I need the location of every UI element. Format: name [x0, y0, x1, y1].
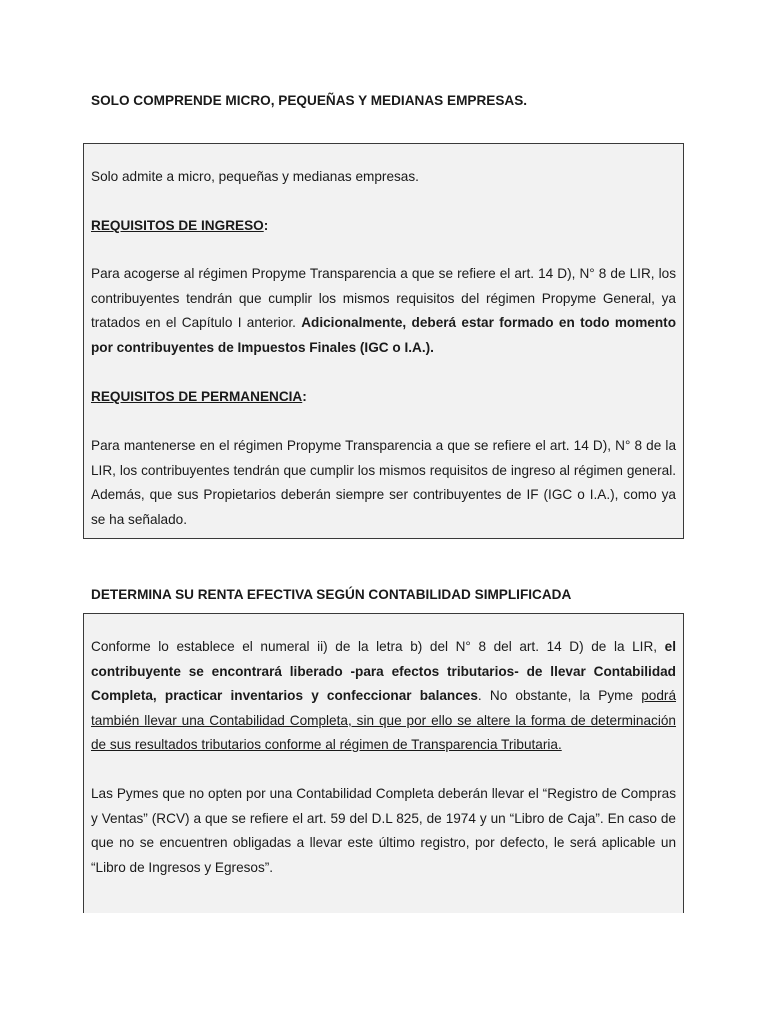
requisitos-ingreso-paragraph	[91, 262, 676, 360]
requisitos-permanencia-heading	[91, 385, 676, 410]
requisitos-ingreso-title: REQUISITOS DE INGRESO	[91, 218, 264, 233]
intro-paragraph: Solo admite a micro, pequeñas y medianas empresas.	[91, 169, 419, 184]
section-heading-renta-efectiva: DETERMINA SU RENTA EFECTIVA SEGÚN CONTABILIDAD SIMPLIFICADA	[91, 587, 572, 602]
contabilidad-paragraph	[91, 635, 676, 758]
requisitos-permanencia-paragraph: Para mantenerse en el régimen Propyme Transparencia a que se refiere el art. 14 D), N° 8 de la LIR, los contribuyentes tendrán que cumplir los mismos requisitos de ingreso al régimen general. Además, que sus Propietarios deberán siempre ser contribuyentes de IF (IGC o I.A.), como ya se ha señalado.	[91, 438, 676, 527]
registro-paragraph: Las Pymes que no opten por una Contabilidad Completa deberán llevar el “Registro de Compras y Ventas” (RCV) a que se refiere el art. 59 del D.L 825, de 1974 y un “Libro de Caja”. En caso de que no se encuentren obligadas a llevar este último registro, por defecto, le será aplicable un “Libro de Ingresos y Egresos”.	[91, 786, 676, 875]
requisitos-permanencia-title: REQUISITOS DE PERMANENCIA	[91, 389, 303, 404]
contabilidad-text-a: Conforme lo establece el numeral ii) de la letra b) del N° 8 del art. 14 D) de la LIR,	[91, 639, 665, 654]
contabilidad-bold-text: el contribuyente se encontrará liberado -para efectos tributarios- de llevar Contabilidad Completa, practicar inventarios y confeccionar balances	[91, 639, 676, 703]
section2-box	[83, 613, 684, 913]
requisitos-ingreso-text: Para acogerse al régimen Propyme Transparencia a que se refiere el art. 14 D), N° 8 de LIR, los contribuyentes tendrán que cumplir los mismos requisitos del régimen Propyme General, ya tratados en el Capítulo I anterior.	[91, 266, 676, 330]
requisitos-permanencia-colon: :	[302, 389, 307, 404]
contabilidad-text-c: . No obstante, la Pyme	[477, 688, 642, 703]
section1-box	[83, 143, 684, 539]
contabilidad-underlined-text: podrá también llevar una Contabilidad Completa, sin que por ello se altere la forma de determinación de sus resultados tributarios conforme al régimen de Transparencia Tributaria.	[91, 688, 677, 752]
section-heading-micro-pequenas-medianas: SOLO COMPRENDE MICRO, PEQUEÑAS Y MEDIANAS EMPRESAS.	[91, 93, 528, 108]
requisitos-ingreso-heading	[91, 214, 676, 239]
requisitos-ingreso-colon: :	[263, 218, 269, 233]
requisitos-ingreso-bold-text: Adicionalmente, deberá estar formado en todo momento por contribuyentes de Impuestos Finales (IGC o I.A.).	[91, 315, 676, 355]
